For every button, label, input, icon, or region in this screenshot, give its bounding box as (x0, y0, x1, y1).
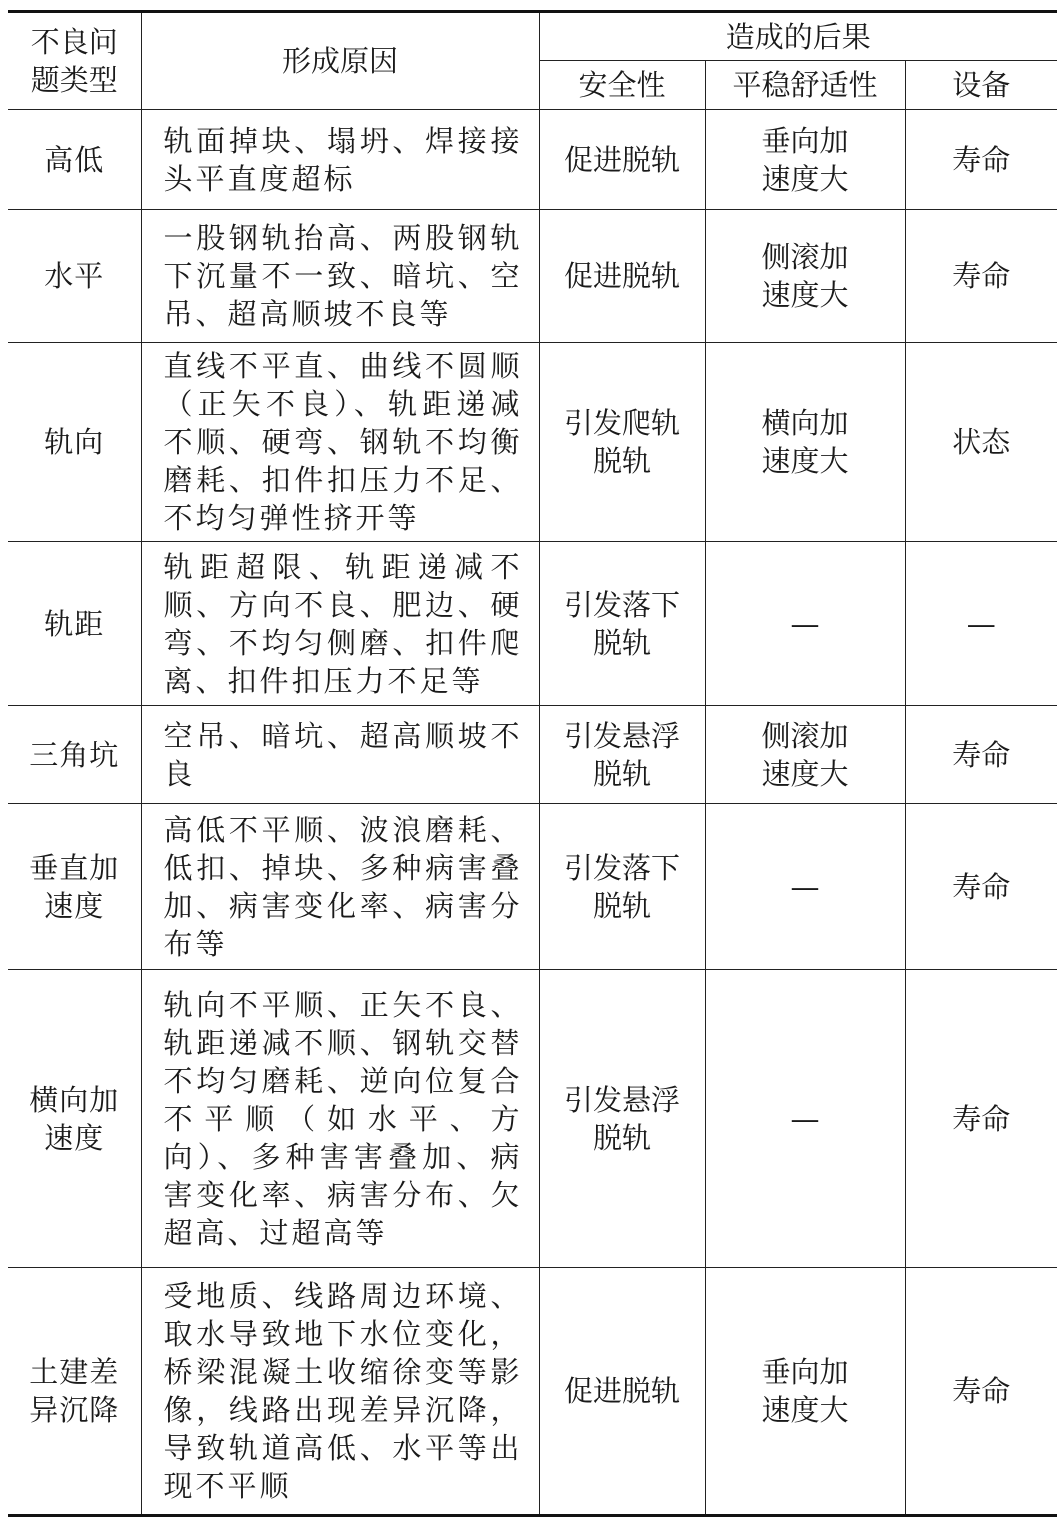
cause-text: 轨距超限、轨距递减不顺、方向不良、肥边、硬弯、不均匀侧磨、扣件爬离、扣件扣压力不足等 (141, 542, 539, 706)
comfort-consequence: — (705, 804, 905, 970)
cause-text: 空吊、暗坑、超高顺坡不良 (141, 706, 539, 804)
cause-text: 直线不平直、曲线不圆顺（正矢不良）、轨距递减不顺、硬弯、钢轨不均衡磨耗、扣件扣压力不足、不均匀弹性挤开等 (141, 343, 539, 542)
table-row (8, 706, 1057, 804)
table-body (8, 110, 1057, 1516)
cause-text: 高低不平顺、波浪磨耗、低扣、掉块、多种病害叠加、病害变化率、病害分布等 (141, 804, 539, 970)
table-row (8, 1268, 1057, 1516)
safety-consequence: 引发落下脱轨 (539, 804, 705, 970)
cause-text: 轨面掉块、塌坍、焊接接头平直度超标 (141, 110, 539, 210)
defect-type: 垂直加速度 (8, 804, 141, 970)
comfort-consequence: 垂向加速度大 (705, 110, 905, 210)
defect-type: 三角坑 (8, 706, 141, 804)
table-row (8, 210, 1057, 343)
comfort-consequence: 侧滚加速度大 (705, 706, 905, 804)
table-row (8, 110, 1057, 210)
table-header (8, 12, 1057, 110)
equipment-consequence: 状态 (905, 343, 1057, 542)
defect-type: 横向加速度 (8, 970, 141, 1268)
cause-text: 受地质、线路周边环境、取水导致地下水位变化，桥梁混凝土收缩徐变等影像，线路出现差异沉降，导致轨道高低、水平等出现不平顺 (141, 1268, 539, 1516)
comfort-consequence: 横向加速度大 (705, 343, 905, 542)
header-comfort: 平稳舒适性 (705, 61, 905, 110)
defect-type: 轨距 (8, 542, 141, 706)
table-row (8, 970, 1057, 1268)
comfort-consequence: — (705, 542, 905, 706)
equipment-consequence: 寿命 (905, 970, 1057, 1268)
safety-consequence: 促进脱轨 (539, 1268, 705, 1516)
equipment-consequence: 寿命 (905, 706, 1057, 804)
comfort-consequence: 侧滚加速度大 (705, 210, 905, 343)
table-row (8, 542, 1057, 706)
equipment-consequence: 寿命 (905, 1268, 1057, 1516)
cause-text: 轨向不平顺、正矢不良、轨距递减不顺、钢轨交替不均匀磨耗、逆向位复合不平顺（如水平、方向）、多种害害叠加、病害变化率、病害分布、欠超高、过超高等 (141, 970, 539, 1268)
track-defect-table (8, 10, 1057, 1517)
defect-type: 土建差异沉降 (8, 1268, 141, 1516)
header-defect-type: 不良问题类型 (8, 12, 141, 110)
equipment-consequence: 寿命 (905, 210, 1057, 343)
equipment-consequence: 寿命 (905, 110, 1057, 210)
equipment-consequence: — (905, 542, 1057, 706)
table-row (8, 804, 1057, 970)
comfort-consequence: — (705, 970, 905, 1268)
header-consequence: 造成的后果 (539, 12, 1057, 61)
equipment-consequence: 寿命 (905, 804, 1057, 970)
safety-consequence: 促进脱轨 (539, 110, 705, 210)
cause-text: 一股钢轨抬高、两股钢轨下沉量不一致、暗坑、空吊、超高顺坡不良等 (141, 210, 539, 343)
defect-type: 轨向 (8, 343, 141, 542)
defect-type: 高低 (8, 110, 141, 210)
header-cause: 形成原因 (141, 12, 539, 110)
safety-consequence: 引发悬浮脱轨 (539, 706, 705, 804)
safety-consequence: 引发爬轨脱轨 (539, 343, 705, 542)
header-safety: 安全性 (539, 61, 705, 110)
comfort-consequence: 垂向加速度大 (705, 1268, 905, 1516)
safety-consequence: 引发落下脱轨 (539, 542, 705, 706)
safety-consequence: 引发悬浮脱轨 (539, 970, 705, 1268)
header-equipment: 设备 (905, 61, 1057, 110)
table-row (8, 343, 1057, 542)
safety-consequence: 促进脱轨 (539, 210, 705, 343)
defect-type: 水平 (8, 210, 141, 343)
